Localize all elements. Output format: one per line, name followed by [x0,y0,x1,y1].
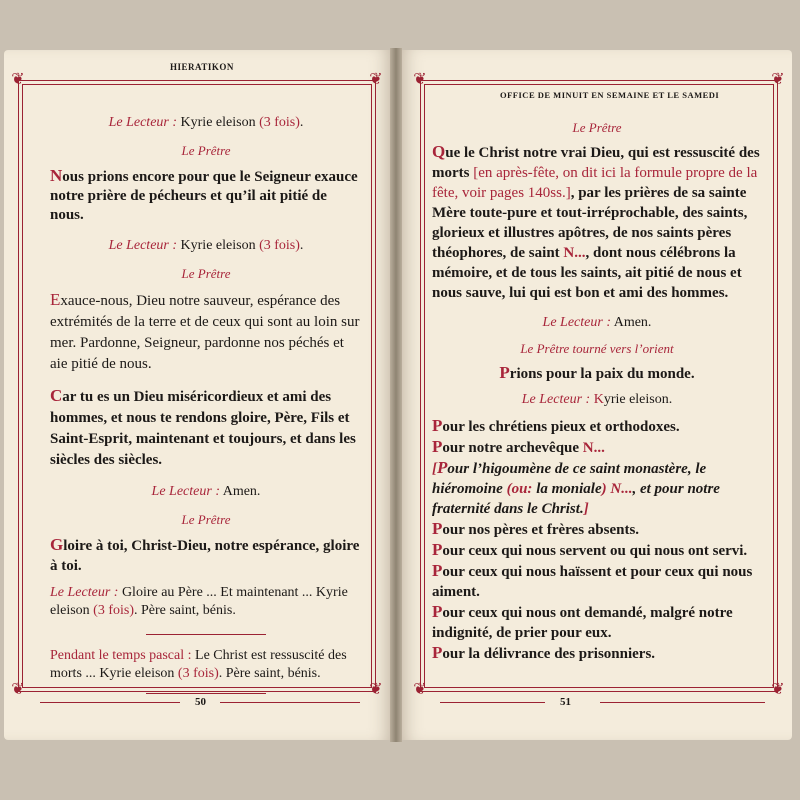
left-running-header: HIERATIKON [170,62,234,72]
left-page-number: 50 [195,696,206,708]
litany-item: Pour la délivrance des prisonniers. [432,643,656,662]
ornament-corner-icon: ❦ [413,681,427,698]
litany-item: Pour notre archevêque N... [432,437,605,456]
dismissal-paragraph: Que le Christ notre vrai Dieu, qui est ressuscité des morts [en après-fête, on dit ici la formule propre de la fête, voir pages 140ss.], par les prières de sa sainte Mère toute-pure et tout-irréprochable, des saints, glorieux et illustres apôtres, de nos saints pères théophores, de saint N..., dont nous célébrons la mémoire, et de tous les saints, ait pitié de nous et nous sauve, lui qui est bon et ami des hommes. [432,142,760,301]
footer-rule [440,702,545,703]
ornament-corner-icon: ❦ [413,71,427,88]
right-text-column [432,118,762,664]
litany-opening: Prions pour la paix du monde. [499,363,695,382]
doxology-paragraph: Car tu es un Dieu miséricordieux et ami des hommes, et nous te rendons gloire, Père, Fils et Saint-Esprit, maintenant et toujours, et dans les siècles des siècles. [50,386,356,468]
prayer-paragraph: Gloire à toi, Christ-Dieu, notre espérance, gloire à toi. [50,535,360,574]
prayer-paragraph: Nous prions encore pour que le Seigneur exauce notre prière de pécheurs et qu’il ait pitié de nous. [50,166,358,223]
rubric-priest: Le Prêtre [181,512,231,527]
left-text-column [50,114,362,694]
ornament-corner-icon: ❦ [11,71,25,88]
reader-line: Le Lecteur : Amen. [151,484,261,499]
separator-rule [146,634,266,635]
footer-rule [600,702,765,703]
litany-item: Pour ceux qui nous haïssent et pour ceux qui nous aiment. [432,561,753,600]
litany-item: [Pour l’higoumène de ce saint monastère, le hiéromoine (ou: la moniale) N..., et pour notre fraternité dans le Christ.] [432,458,720,517]
reader-line: Le Lecteur : Kyrie eleison (3 fois). [108,238,304,253]
reader-line: Le Lecteur : Kyrie eleison. [521,392,673,407]
rubric-priest: Le Prêtre [181,143,231,158]
rubric-priest: Le Prêtre [572,120,622,135]
separator-rule [146,693,266,694]
ornament-corner-icon: ❦ [11,681,25,698]
reader-line: Le Lecteur : Amen. [542,315,652,330]
right-running-header: OFFICE DE MINUIT EN SEMAINE ET LE SAMEDI [500,90,720,100]
reader-line: Le Lecteur : Kyrie eleison (3 fois). [108,115,304,130]
ornament-corner-icon: ❦ [771,681,785,698]
paschal-line: Pendant le temps pascal : Le Christ est ressuscité des morts ... Kyrie eleison (3 fois). Père saint, bénis. [50,648,347,681]
ornament-corner-icon: ❦ [369,681,383,698]
litany-item: Pour les chrétiens pieux et orthodoxes. [432,416,680,435]
litany-item: Pour ceux qui nous ont demandé, malgré notre indignité, de prier pour eux. [432,602,733,641]
litany-item: Pour nos pères et frères absents. [432,519,640,538]
rubric-priest-east: Le Prêtre tourné vers l’orient [520,341,674,356]
footer-rule [40,702,180,703]
reader-line: Le Lecteur : Gloire au Père ... Et maintenant ... Kyrie eleison (3 fois). Père saint, bénis. [50,585,348,618]
ornament-corner-icon: ❦ [369,71,383,88]
right-page-number: 51 [560,696,571,708]
prayer-paragraph: Exauce-nous, Dieu notre sauveur, espérance des extrémités de la terre et de ceux qui sont au loin sur mer. Pardonne, Seigneur, pardonne nos péchés et aie pitié de nous. [50,290,360,372]
litany-item: Pour ceux qui nous servent ou qui nous ont servi. [432,540,748,559]
footer-rule [220,702,360,703]
book-gutter [390,48,402,742]
rubric-priest: Le Prêtre [181,266,231,281]
ornament-corner-icon: ❦ [771,71,785,88]
